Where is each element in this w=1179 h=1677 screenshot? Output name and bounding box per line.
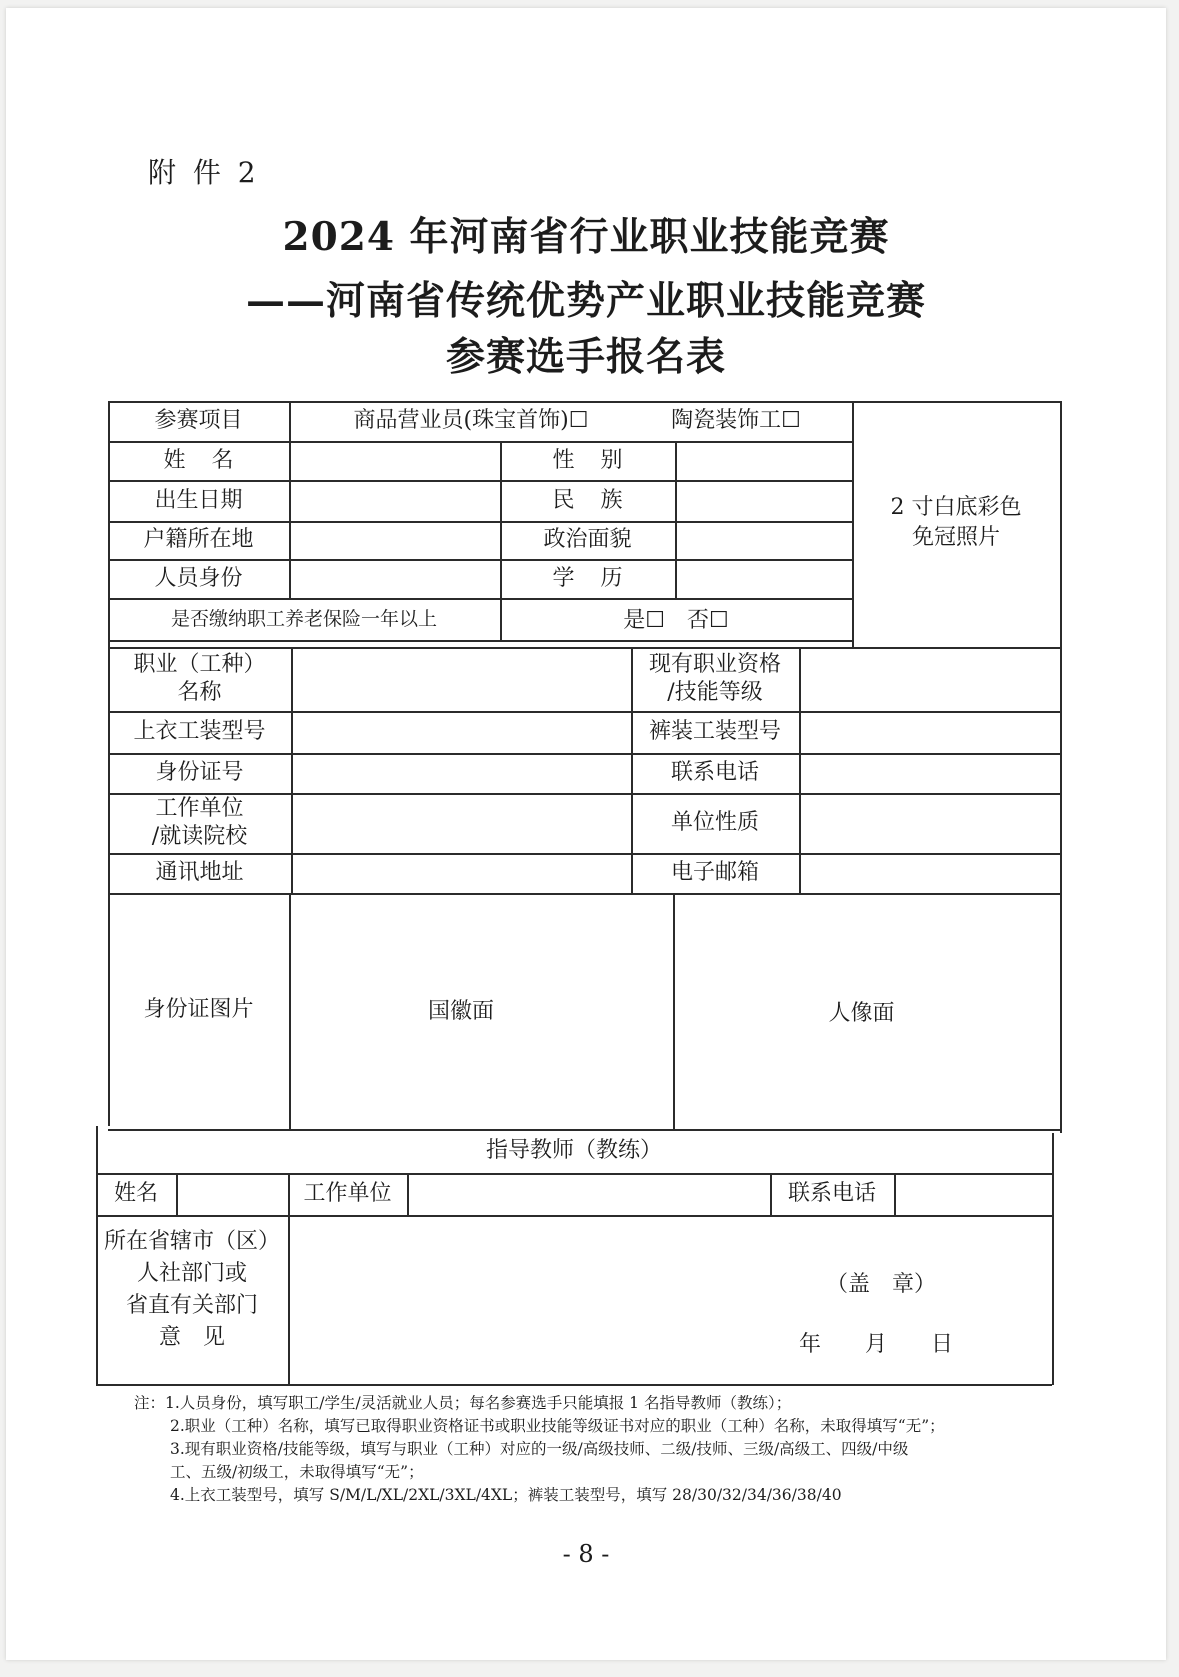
pants-size-label: 裤装工装型号 bbox=[648, 719, 781, 744]
phone-field[interactable] bbox=[801, 755, 1058, 791]
ethnic-field[interactable] bbox=[677, 482, 850, 520]
jacket-size-label: 上衣工装型号 bbox=[133, 719, 266, 744]
address-field[interactable] bbox=[293, 855, 629, 891]
identity-field[interactable] bbox=[291, 561, 498, 597]
form-border bbox=[1052, 1133, 1054, 1385]
coach-phone-field[interactable] bbox=[896, 1175, 1050, 1213]
form-border bbox=[1060, 401, 1062, 1133]
photo-text-line-2: 免冠照片 bbox=[911, 525, 1000, 550]
address-label: 通讯地址 bbox=[155, 860, 244, 885]
coach-work-field[interactable] bbox=[409, 1175, 768, 1213]
household-label: 户籍所在地 bbox=[143, 527, 254, 552]
id-number-label: 身份证号 bbox=[155, 760, 244, 785]
work-unit-label: 工作单位 /就读院校 bbox=[151, 796, 248, 849]
form-border bbox=[96, 1384, 1052, 1386]
note-line: 4.上衣工装型号，填写 S/M/L/XL/2XL/3XL/4XL；裤装工装型号，填写 28/30/32/34/36/38/40 bbox=[170, 1486, 842, 1504]
gender-field[interactable] bbox=[677, 443, 850, 479]
project-option-jewelry[interactable]: 商品营业员(珠宝首饰)☐ bbox=[353, 408, 589, 433]
department-opinion-label: 所在省辖市（区） 人社部门或 省直有关部门 意 见 bbox=[103, 1229, 280, 1350]
date-text: 年 月 日 bbox=[798, 1332, 953, 1357]
qualification-label: 现有职业资格 /技能等级 bbox=[648, 652, 781, 705]
notes bbox=[134, 1392, 1024, 1507]
occupation-label: 职业（工种） 名称 bbox=[133, 652, 266, 705]
id-card-image-label: 身份证图片 bbox=[143, 997, 254, 1022]
coach-name-field[interactable] bbox=[178, 1175, 286, 1213]
id-card-portrait-side[interactable]: 人像面 bbox=[828, 1001, 895, 1026]
project-label: 参赛项目 bbox=[154, 408, 243, 433]
pants-size-field[interactable] bbox=[801, 713, 1058, 751]
title-line-3: 参赛选手报名表 bbox=[445, 334, 726, 380]
page-number: - 8 - bbox=[562, 1540, 610, 1568]
education-field[interactable] bbox=[677, 561, 850, 597]
title-line-2: ——河南省传统优势产业职业技能竞赛 bbox=[245, 278, 926, 324]
email-field[interactable] bbox=[801, 855, 1058, 891]
unit-type-field[interactable] bbox=[801, 795, 1058, 851]
unit-type-label: 单位性质 bbox=[670, 810, 759, 835]
birth-label: 出生日期 bbox=[154, 487, 243, 513]
pension-label: 是否缴纳职工养老保险一年以上 bbox=[170, 608, 437, 630]
title-line-1: 2024 年河南省行业职业技能竞赛 bbox=[282, 214, 890, 260]
note-line: 3.现有职业资格/技能等级，填写与职业（工种）对应的一级/高级技师、二级/技师、三级/高级工、四级/中级 bbox=[170, 1440, 909, 1458]
ethnic-label: 民族 bbox=[552, 487, 649, 513]
coach-name-label: 姓名 bbox=[113, 1181, 158, 1206]
name-label: 姓名 bbox=[163, 447, 260, 473]
pension-options[interactable]: 是☐ 否☐ bbox=[623, 608, 729, 633]
education-label: 学历 bbox=[552, 565, 649, 591]
seal-text: （盖 章） bbox=[825, 1272, 936, 1297]
note-line: 工、五级/初级工，未取得填写“无”； bbox=[170, 1463, 424, 1481]
political-label: 政治面貌 bbox=[543, 527, 632, 552]
id-number-field[interactable] bbox=[293, 755, 629, 791]
birth-field[interactable] bbox=[291, 482, 498, 520]
jacket-size-field[interactable] bbox=[293, 713, 629, 751]
qualification-field[interactable] bbox=[801, 649, 1058, 709]
photo-text-line-1: 2 寸白底彩色 bbox=[890, 495, 1022, 520]
phone-label: 联系电话 bbox=[670, 760, 759, 785]
document-page bbox=[6, 8, 1166, 1660]
identity-label: 人员身份 bbox=[154, 565, 243, 591]
note-line: 2.职业（工种）名称，填写已取得职业资格证书或职业技能等级证书对应的职业（工种）名称，未取得填写“无”； bbox=[170, 1417, 945, 1435]
photo-placeholder[interactable] bbox=[852, 478, 1060, 568]
coach-phone-label: 联系电话 bbox=[787, 1181, 876, 1206]
coach-work-label: 工作单位 bbox=[303, 1181, 392, 1206]
email-label: 电子邮箱 bbox=[670, 860, 759, 885]
household-field[interactable] bbox=[291, 523, 498, 558]
attachment-label: 附 件 2 bbox=[148, 156, 260, 189]
occupation-field[interactable] bbox=[293, 649, 629, 709]
name-field[interactable] bbox=[291, 443, 498, 479]
note-line: 注：1.人员身份，填写职工/学生/灵活就业人员；每名参赛选手只能填报 1 名指导教师（教练）； bbox=[134, 1394, 792, 1412]
coach-header: 指导教师（教练） bbox=[485, 1138, 662, 1163]
project-option-ceramic[interactable]: 陶瓷装饰工☐ bbox=[671, 408, 801, 433]
work-unit-field[interactable] bbox=[293, 795, 629, 851]
id-card-emblem-side[interactable]: 国徽面 bbox=[427, 999, 494, 1024]
gender-label: 性别 bbox=[552, 447, 649, 473]
political-field[interactable] bbox=[677, 523, 850, 558]
